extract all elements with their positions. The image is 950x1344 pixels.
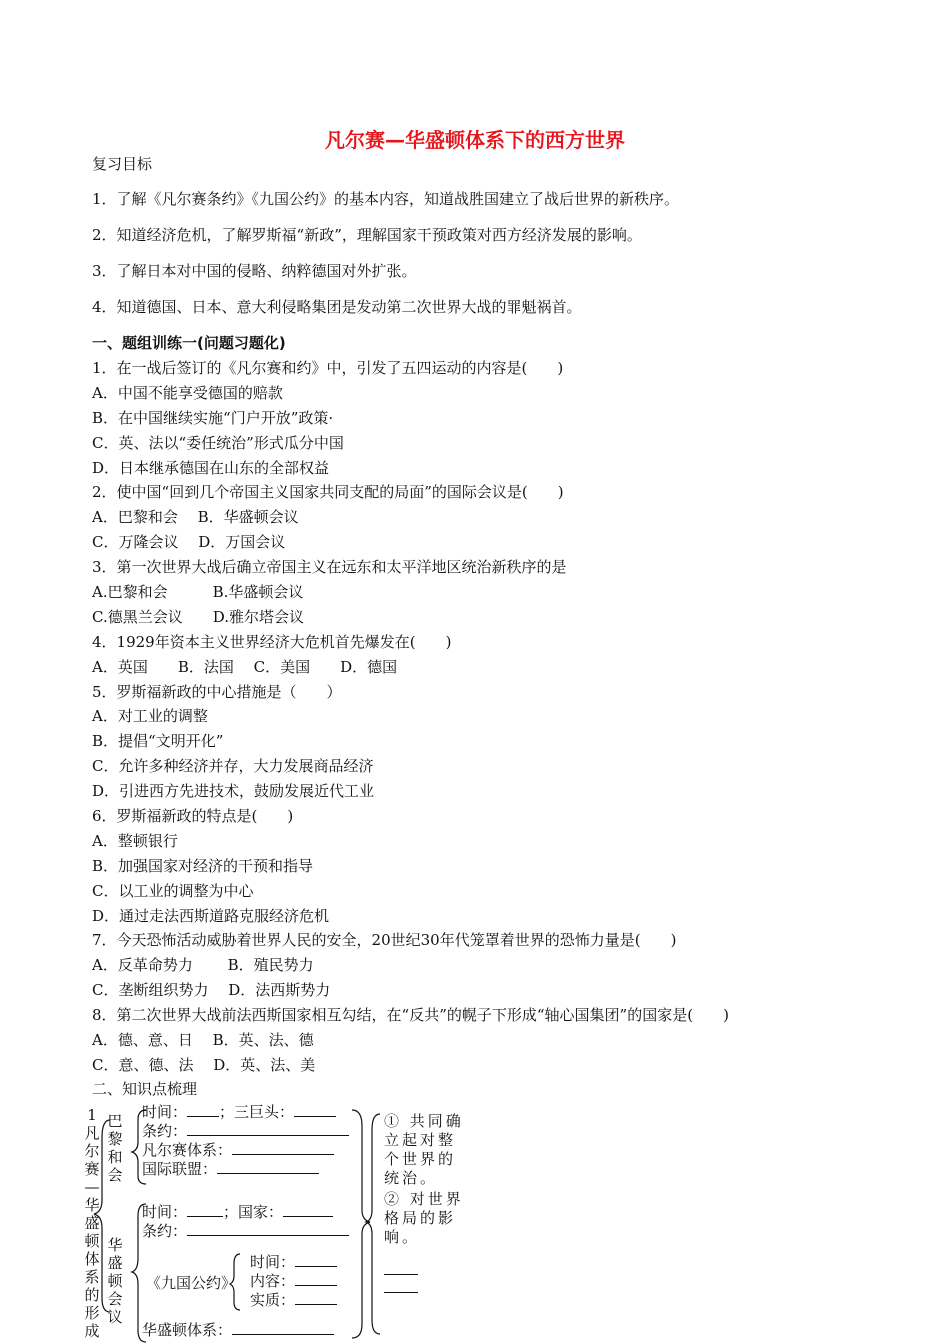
main-topic-label: 1凡尔赛—华盛顿体系的形成 — [84, 1106, 100, 1340]
blank-line — [295, 1271, 337, 1286]
paris-conference-label: 巴黎和会 — [107, 1112, 123, 1184]
blank-line — [232, 1140, 334, 1155]
note-blank-2 — [384, 1278, 418, 1298]
goal-item: 2．知道经济危机，了解罗斯福“新政”，理解国家干预政策对西方经济发展的影响。 — [92, 226, 642, 244]
np-time-row — [250, 1252, 337, 1272]
np-content-label: 内容： — [250, 1272, 296, 1290]
wash-treaty-label: 条约： — [142, 1222, 188, 1240]
goal-item: 4．知道德国、日本、意大利侵略集团是发动第二次世界大战的罪魁祸首。 — [92, 298, 582, 316]
qa-line: C．意、德、法 D．英、法、美 — [92, 1055, 316, 1074]
blank-line — [295, 1290, 337, 1305]
blank-line — [384, 1260, 418, 1275]
washington-conference-label: 华盛顿会议 — [107, 1236, 123, 1326]
qa-line: 2．使中国“回到几个帝国主义国家共同支配的局面”的国际会议是( ) — [92, 483, 564, 502]
qa-line: 3．第一次世界大战后确立帝国主义在远东和太平洋地区统治新秩序的是 — [92, 558, 567, 577]
qa-line: A．德、意、日 B．英、法、德 — [92, 1031, 314, 1050]
qa-line: A.巴黎和会 B.华盛顿会议 — [92, 583, 304, 602]
qa-line: C．垄断组织势力 D．法西斯势力 — [92, 981, 331, 1000]
qa-line: D．日本继承德国在山东的全部权益 — [92, 458, 330, 477]
np-essence-label: 实质： — [250, 1291, 296, 1309]
blank-line — [283, 1202, 333, 1217]
wash-countries-label: ；国家： — [223, 1203, 284, 1221]
qa-line: 4．1929年资本主义世界经济大危机首先爆发在( ) — [92, 632, 452, 651]
league-of-nations-label: 国际联盟： — [142, 1160, 218, 1178]
blank-line — [294, 1102, 336, 1117]
paris-treaty-row — [142, 1121, 349, 1141]
qa-line: B．提倡“文明开化” — [92, 732, 224, 751]
qa-line: 8．第二次世界大战前法西斯国家相互勾结，在“反共”的幌子下形成“轴心国集团”的国家是( ) — [92, 1006, 729, 1025]
section-2-title: 二、知识点梳理 — [92, 1080, 198, 1098]
blank-line — [384, 1278, 418, 1293]
knowledge-diagram — [80, 1098, 500, 1344]
qa-line: B．加强国家对经济的干预和指导 — [92, 856, 314, 875]
np-time-label: 时间： — [250, 1253, 296, 1271]
qa-line: B．在中国继续实施“门户开放”政策· — [92, 408, 334, 427]
qa-line: C.德黑兰会议 D.雅尔塔会议 — [92, 607, 304, 626]
qa-line: A．反革命势力 B．殖民势力 — [92, 956, 314, 975]
qa-line: D．引进西方先进技术，鼓励发展近代工业 — [92, 782, 375, 801]
qa-line: C．允许多种经济并存，大力发展商品经济 — [92, 757, 374, 776]
qa-line: A．巴黎和会 B．华盛顿会议 — [92, 508, 299, 527]
goal-item: 3．了解日本对中国的侵略、纳粹德国对外扩张。 — [92, 262, 417, 280]
versailles-system-label: 凡尔赛体系： — [142, 1141, 233, 1159]
paris-league-row — [142, 1159, 319, 1179]
qa-line: C．以工业的调整为中心 — [92, 881, 254, 900]
goal-item: 1．了解《凡尔赛条约》《九国公约》的基本内容，知道战胜国建立了战后世界的新秩序。 — [92, 190, 680, 208]
qa-line: 7．今天恐怖活动威胁着世界人民的安全，20世纪30年代笼罩着世界的恐怖力量是( ) — [92, 931, 677, 950]
section-1-title: 一、题组训练一(问题习题化) — [92, 334, 286, 352]
blank-line — [295, 1252, 337, 1267]
note-blank-1 — [384, 1260, 418, 1280]
np-content-row — [250, 1271, 337, 1291]
paris-system-row — [142, 1140, 334, 1160]
qa-line: 5．罗斯福新政的中心措施是（ ） — [92, 682, 342, 701]
qa-line: C．英、法以“委任统治”形式瓜分中国 — [92, 433, 344, 452]
wash-treaty-row — [142, 1221, 349, 1241]
blank-line — [187, 1221, 349, 1236]
washington-system-label: 华盛顿体系： — [142, 1321, 233, 1339]
blank-line — [187, 1121, 349, 1136]
question-list — [92, 356, 892, 1078]
blank-line — [187, 1102, 219, 1117]
qa-line: A．对工业的调整 — [92, 707, 208, 726]
note-unified-rule: ① 共同确立起对整个世界的统治。 — [384, 1112, 464, 1187]
paris-time-label: 时间： — [142, 1103, 188, 1121]
wash-time-row — [142, 1202, 333, 1222]
blank-line — [232, 1320, 334, 1335]
blank-line — [187, 1202, 223, 1217]
wash-system-row — [142, 1320, 334, 1340]
qa-line: 6．罗斯福新政的特点是( ) — [92, 807, 294, 826]
qa-line: C．万隆会议 D．万国会议 — [92, 533, 286, 552]
qa-line: A．整顿银行 — [92, 831, 178, 850]
nine-power-treaty-label: 《九国公约》 — [146, 1274, 237, 1292]
qa-line: D．通过走法西斯道路克服经济危机 — [92, 906, 330, 925]
review-heading: 复习目标 — [92, 155, 153, 173]
qa-line: A．英国 B．法国 C．美国 D．德国 — [92, 657, 398, 676]
blank-line — [217, 1159, 319, 1174]
np-essence-row — [250, 1290, 337, 1310]
paris-treaty-label: 条约： — [142, 1122, 188, 1140]
page-title: 凡尔赛—华盛顿体系下的西方世界 — [325, 128, 625, 152]
qa-line: 1．在一战后签订的《凡尔赛和约》中，引发了五四运动的内容是( ) — [92, 359, 564, 377]
paris-time-row — [142, 1102, 336, 1122]
wash-time-label: 时间： — [142, 1203, 188, 1221]
qa-line: A．中国不能享受德国的赔款 — [92, 383, 283, 402]
note-world-impact: ② 对世界格局的影响。 — [384, 1190, 464, 1246]
paris-leaders-label: ；三巨头： — [219, 1103, 295, 1121]
